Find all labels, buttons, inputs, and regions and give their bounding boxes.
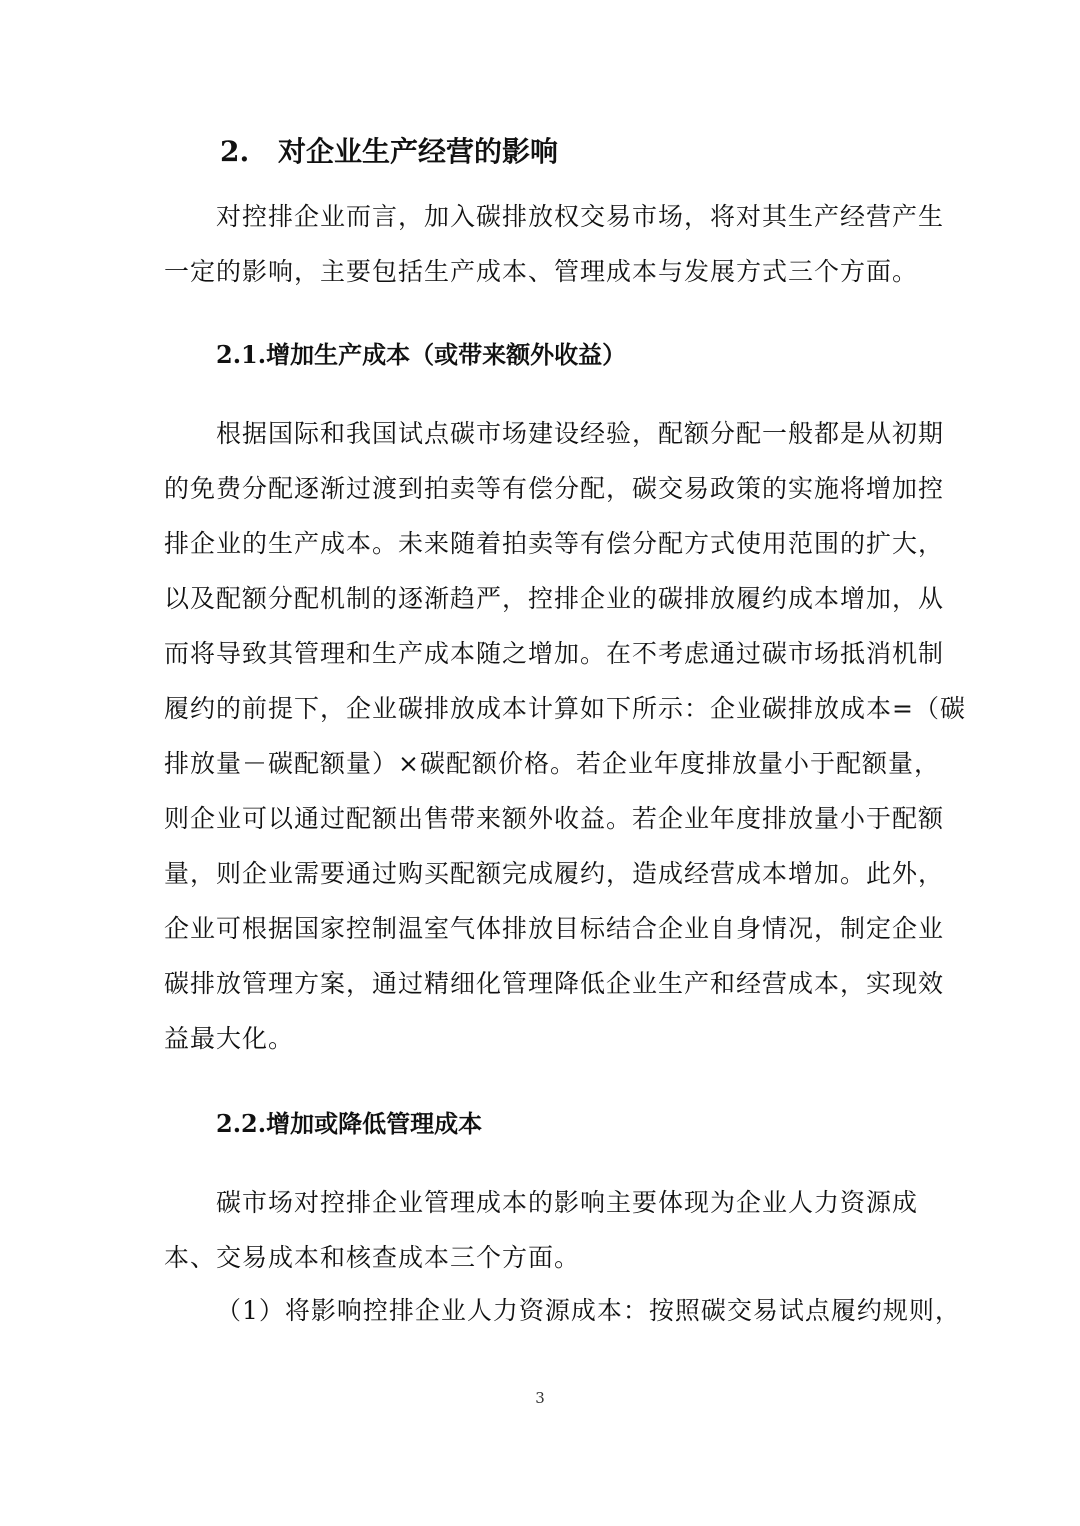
paragraph-line: 益最大化。	[164, 1024, 295, 1053]
section-heading	[220, 130, 558, 174]
paragraph-line: 本、交易成本和核查成本三个方面。	[164, 1243, 581, 1272]
section-title: 对企业生产经营的影响	[278, 135, 559, 168]
subsection-heading: 2.1.增加生产成本（或带来额外收益）	[216, 340, 627, 369]
subsection-heading: 2.2.增加或降低管理成本	[216, 1109, 483, 1138]
paragraph-line: 排放量－碳配额量）×碳配额价格。若企业年度排放量小于配额量，	[164, 749, 940, 778]
paragraph-line: 碳市场对控排企业管理成本的影响主要体现为企业人力资源成	[216, 1188, 919, 1217]
paragraph-line: 履约的前提下，企业碳排放成本计算如下所示：企业碳排放成本=（碳	[164, 694, 966, 723]
paragraph-line: 以及配额分配机制的逐渐趋严，控排企业的碳排放履约成本增加，从	[164, 584, 945, 613]
section-number: 2.	[220, 135, 250, 168]
intro-line: 一定的影响，主要包括生产成本、管理成本与发展方式三个方面。	[164, 257, 919, 286]
paragraph-line: 碳排放管理方案，通过精细化管理降低企业生产和经营成本，实现效	[164, 969, 945, 998]
paragraph-line: 企业可根据国家控制温室气体排放目标结合企业自身情况，制定企业	[164, 914, 945, 943]
paragraph-line: 排企业的生产成本。未来随着拍卖等有偿分配方式使用范围的扩大，	[164, 529, 945, 558]
intro-line: 对控排企业而言，加入碳排放权交易市场，将对其生产经营产生	[216, 202, 945, 231]
paragraph-line: 而将导致其管理和生产成本随之增加。在不考虑通过碳市场抵消机制	[164, 639, 945, 668]
paragraph-line: （1）将影响控排企业人力资源成本：按照碳交易试点履约规则，	[216, 1296, 961, 1325]
paragraph-line: 则企业可以通过配额出售带来额外收益。若企业年度排放量小于配额	[164, 804, 945, 833]
page-number: 3	[535, 1389, 545, 1407]
paragraph-line: 量，则企业需要通过购买配额完成履约，造成经营成本增加。此外，	[164, 859, 945, 888]
paragraph-line: 根据国际和我国试点碳市场建设经验，配额分配一般都是从初期	[216, 419, 945, 448]
paragraph-line: 的免费分配逐渐过渡到拍卖等有偿分配，碳交易政策的实施将增加控	[164, 474, 945, 503]
